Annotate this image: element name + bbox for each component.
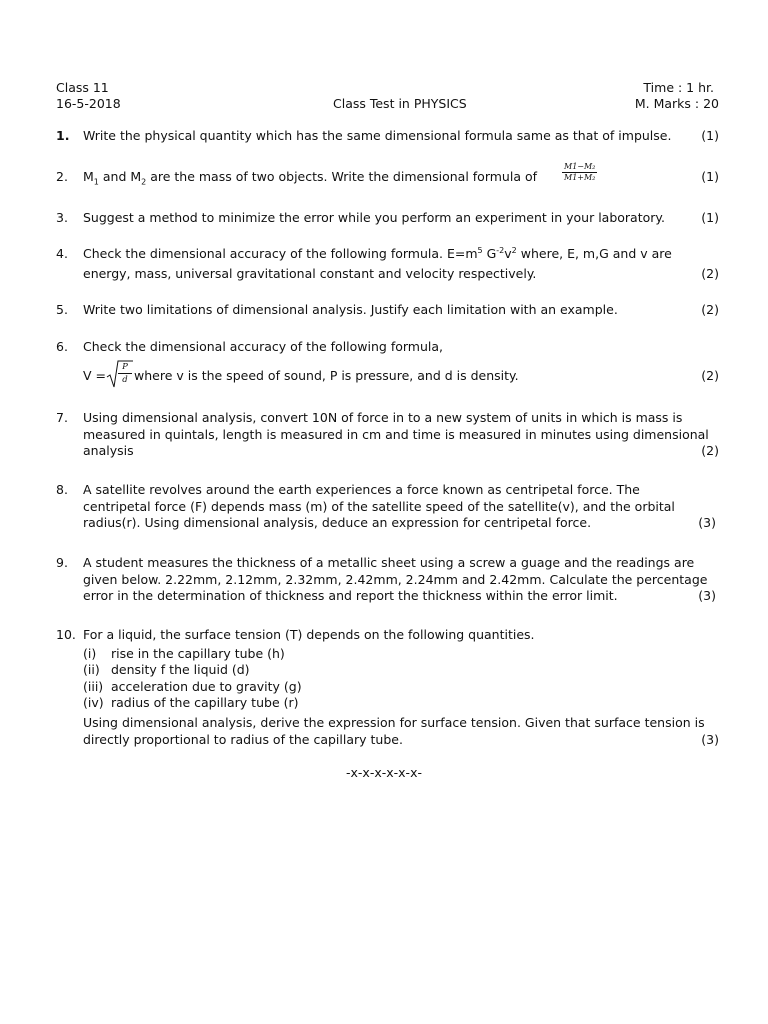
question-text: Using dimensional analysis, convert 10N of force in to a new system of units in which is mass is measured in quintals, length is measured in cm and time is measured in minutes using dimensional analysis (83, 410, 709, 458)
list-item: (i) rise in the capillary tube (h) (83, 646, 285, 661)
question-marks: (2) (701, 302, 719, 317)
question-text-line-1: Check the dimensional accuracy of the following formula. $E=m^5$ $G^{-2}v^2$ where, E, m,G and v are (83, 246, 672, 262)
question-number: 3. (56, 210, 68, 225)
question-text: A student measures the thickness of a metallic sheet using a screw a guage and the readings are given below. 2.22mm, 2.12mm, 2.32mm, 2.42mm, 2.24mm and 2.42mm. Calculate the percentage error in the determination of thickness and report the thickness within the error limit. (83, 555, 708, 603)
fraction-denominator: M1+M₂ (564, 173, 596, 182)
sqrt-denominator: d (122, 374, 128, 385)
question-text-line-1: Check the dimensional accuracy of the following formula, (83, 339, 443, 354)
question-number: 9. (56, 555, 68, 570)
end-marker: -x-x-x-x-x-x- (346, 765, 422, 780)
question-number: 5. (56, 302, 68, 317)
question-text: Write two limitations of dimensional analysis. Justify each limitation with an example. (83, 302, 618, 317)
fraction-numerator: M1−M₂ (564, 162, 596, 171)
question-marks: (1) (701, 169, 719, 184)
formula-description: where v is the speed of sound, P is pressure, and d is density. (134, 367, 519, 383)
class-label: Class 11 (56, 80, 109, 95)
question-text-conclusion: Using dimensional analysis, derive the expression for surface tension. Given that surface tension is directly proportional to radius of the capillary tube. (83, 715, 705, 747)
time-allowed: Time : 1 hr. (643, 80, 714, 95)
sqrt-formula (106, 359, 134, 392)
question-text: A satellite revolves around the earth experiences a force known as centripetal force. The centripetal force (F) depends mass (m) of the satellite speed of the satellite(v), and the orbital radius(r). Using dimensional analysis, deduce an expression for centripetal force. (83, 482, 675, 530)
question-text-line-2 (83, 360, 519, 390)
list-item: (iii) acceleration due to gravity (g) (83, 679, 302, 694)
question-text: Write the physical quantity which has the same dimensional formula same as that of impulse. (83, 128, 672, 143)
question-marks: (2) (701, 368, 719, 383)
question-marks: (3) (698, 588, 716, 603)
question-text: Suggest a method to minimize the error while you perform an experiment in your laboratory. (83, 210, 665, 225)
max-marks: M. Marks : 20 (634, 96, 719, 111)
question-text-line-2: energy, mass, universal gravitational constant and velocity respectively. (83, 266, 537, 281)
question-number: 10. (56, 627, 76, 642)
question-number: 2. (56, 169, 68, 184)
question-marks: (3) (701, 732, 719, 747)
question-number: 4. (56, 246, 68, 261)
question-marks: (1) (701, 128, 719, 143)
question-marks: (1) (701, 210, 719, 225)
velocity-symbol: V = (83, 367, 106, 383)
question-number: 8. (56, 482, 68, 497)
question-marks: (2) (701, 266, 719, 281)
question-text-line-1: For a liquid, the surface tension (T) depends on the following quantities. (83, 627, 535, 642)
question-number: 7. (56, 410, 68, 425)
sqrt-numerator: P (118, 361, 132, 374)
mass-fraction (562, 162, 597, 183)
question-text: $M_1$ and $M_2$ are the mass of two objects. Write the dimensional formula of (83, 169, 538, 187)
question-number: 1. (56, 128, 70, 143)
list-item: (iv) radius of the capillary tube (r) (83, 695, 299, 710)
paper-title: Class Test in PHYSICS (333, 96, 467, 111)
question-number: 6. (56, 339, 68, 354)
list-item: (ii) density f the liquid (d) (83, 662, 250, 677)
question-marks: (2) (701, 443, 719, 458)
exam-date: 16-5-2018 (56, 96, 121, 111)
question-marks: (3) (698, 515, 716, 530)
